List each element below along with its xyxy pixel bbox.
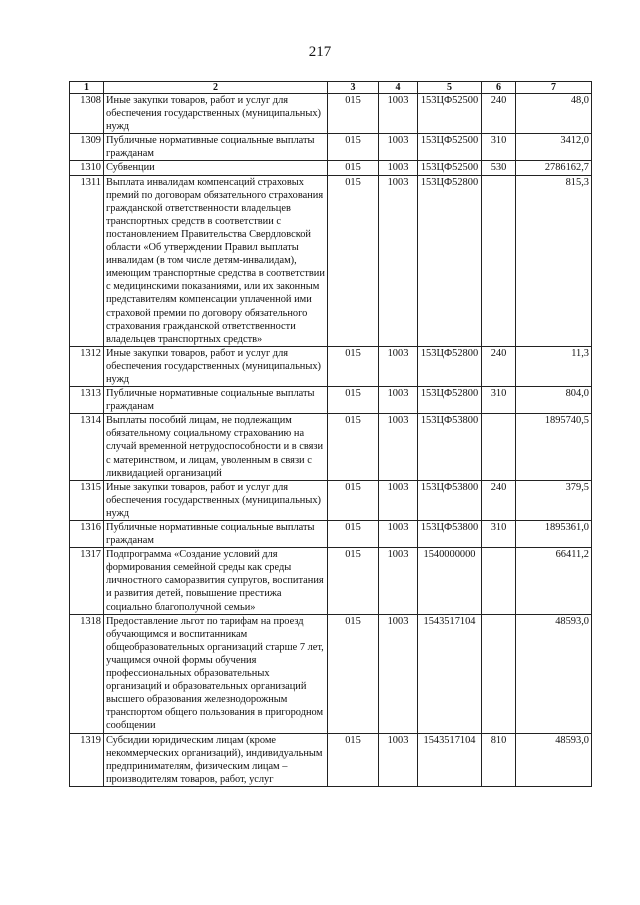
header-row (70, 82, 592, 94)
table-row (70, 548, 592, 614)
row-section-code: 1003 (379, 480, 418, 520)
row-section-code: 1003 (379, 414, 418, 480)
row-expense-type: 310 (482, 521, 516, 548)
row-name: Публичные нормативные социальные выплаты гражданам (104, 521, 328, 548)
row-expense-type: 240 (482, 94, 516, 134)
table-row (70, 480, 592, 520)
row-amount: 3412,0 (516, 134, 592, 161)
row-expense-type: 310 (482, 387, 516, 414)
row-expense-type: 240 (482, 346, 516, 386)
row-section-code: 1003 (379, 161, 418, 175)
row-ministry-code: 015 (328, 414, 379, 480)
row-number: 1315 (70, 480, 104, 520)
row-expense-type (482, 414, 516, 480)
row-section-code: 1003 (379, 387, 418, 414)
row-ministry-code: 015 (328, 161, 379, 175)
row-section-code: 1003 (379, 175, 418, 346)
table-row (70, 175, 592, 346)
row-name: Публичные нормативные социальные выплаты гражданам (104, 387, 328, 414)
row-target-code: 1543517104 (418, 733, 482, 786)
row-name: Иные закупки товаров, работ и услуг для обеспечения государственных (муниципальных) нужд (104, 94, 328, 134)
row-target-code: 153ЦФ53800 (418, 414, 482, 480)
row-ministry-code: 015 (328, 94, 379, 134)
row-number: 1308 (70, 94, 104, 134)
row-expense-type: 810 (482, 733, 516, 786)
row-number: 1316 (70, 521, 104, 548)
row-number: 1318 (70, 614, 104, 733)
row-ministry-code: 015 (328, 346, 379, 386)
row-section-code: 1003 (379, 548, 418, 614)
table-row (70, 521, 592, 548)
row-target-code: 153ЦФ52800 (418, 346, 482, 386)
row-amount: 48593,0 (516, 614, 592, 733)
row-section-code: 1003 (379, 94, 418, 134)
row-name: Выплаты пособий лицам, не подлежащим обязательному социальному страхованию на случай временной нетрудоспособности и в связи с материнством, и лицам, уволенным в связи с ликвидацией организаций (104, 414, 328, 480)
row-section-code: 1003 (379, 521, 418, 548)
row-name: Иные закупки товаров, работ и услуг для обеспечения государственных (муниципальных) нужд (104, 480, 328, 520)
row-ministry-code: 015 (328, 134, 379, 161)
row-amount: 11,3 (516, 346, 592, 386)
column-header: 5 (418, 82, 482, 94)
row-number: 1319 (70, 733, 104, 786)
row-amount: 804,0 (516, 387, 592, 414)
row-target-code: 153ЦФ53800 (418, 521, 482, 548)
row-number: 1314 (70, 414, 104, 480)
row-amount: 1895740,5 (516, 414, 592, 480)
table-row (70, 134, 592, 161)
row-expense-type: 240 (482, 480, 516, 520)
row-ministry-code: 015 (328, 387, 379, 414)
row-name: Субсидии юридическим лицам (кроме некоммерческих организаций), индивидуальным предпринимателям, физическим лицам – производителям товаров, работ, услуг (104, 733, 328, 786)
row-amount: 2786162,7 (516, 161, 592, 175)
row-ministry-code: 015 (328, 521, 379, 548)
column-header: 2 (104, 82, 328, 94)
table-row (70, 614, 592, 733)
row-name: Предоставление льгот по тарифам на проезд обучающимся и воспитанникам общеобразовательных организаций старше 7 лет, учащимся очной формы обучения профессиональных образовательных организаций и образовательных организаций высшего образования железнодорожным транспортом общего пользования в пригородном сообщении (104, 614, 328, 733)
row-amount: 379,5 (516, 480, 592, 520)
budget-table (69, 81, 592, 787)
table-row (70, 414, 592, 480)
row-section-code: 1003 (379, 614, 418, 733)
row-target-code: 153ЦФ52500 (418, 94, 482, 134)
row-number: 1311 (70, 175, 104, 346)
row-expense-type (482, 614, 516, 733)
table-row (70, 94, 592, 134)
row-number: 1309 (70, 134, 104, 161)
row-expense-type (482, 548, 516, 614)
row-number: 1317 (70, 548, 104, 614)
row-amount: 66411,2 (516, 548, 592, 614)
column-header: 1 (70, 82, 104, 94)
row-name: Выплата инвалидам компенсаций страховых премий по договорам обязательного страхования гражданской ответственности владельцев транспортных средств в соответствии с постановлением Правительства Свердловской области «Об утверждении Правил выплаты инвалидам (в том числе детям-инвалидам), имеющим транспортные средства в соответствии с медицинскими показаниями, или их законным представителям компенсации уплаченной ими страховой премии по договору обязательного страхования гражданской ответственности владельцев транспортных средств» (104, 175, 328, 346)
row-name: Публичные нормативные социальные выплаты гражданам (104, 134, 328, 161)
row-name: Иные закупки товаров, работ и услуг для обеспечения государственных (муниципальных) нужд (104, 346, 328, 386)
row-section-code: 1003 (379, 733, 418, 786)
row-amount: 48593,0 (516, 733, 592, 786)
row-ministry-code: 015 (328, 480, 379, 520)
row-ministry-code: 015 (328, 548, 379, 614)
table-row (70, 346, 592, 386)
table-row (70, 387, 592, 414)
page-number: 217 (308, 44, 332, 60)
table-row (70, 161, 592, 175)
row-name: Подпрограмма «Создание условий для формирования семейной среды как среды личностного саморазвития супругов, воспитания и развития детей, повышение престижа социально благополучной семьи» (104, 548, 328, 614)
row-section-code: 1003 (379, 134, 418, 161)
row-target-code: 1540000000 (418, 548, 482, 614)
row-expense-type: 530 (482, 161, 516, 175)
row-section-code: 1003 (379, 346, 418, 386)
row-amount: 48,0 (516, 94, 592, 134)
row-amount: 815,3 (516, 175, 592, 346)
row-number: 1312 (70, 346, 104, 386)
row-target-code: 153ЦФ52500 (418, 161, 482, 175)
row-target-code: 1543517104 (418, 614, 482, 733)
column-header: 6 (482, 82, 516, 94)
row-number: 1313 (70, 387, 104, 414)
row-expense-type (482, 175, 516, 346)
table-row (70, 733, 592, 786)
row-name: Субвенции (104, 161, 328, 175)
column-header: 3 (328, 82, 379, 94)
row-target-code: 153ЦФ52800 (418, 175, 482, 346)
column-header: 4 (379, 82, 418, 94)
row-number: 1310 (70, 161, 104, 175)
row-target-code: 153ЦФ52800 (418, 387, 482, 414)
row-ministry-code: 015 (328, 614, 379, 733)
row-target-code: 153ЦФ53800 (418, 480, 482, 520)
column-header: 7 (516, 82, 592, 94)
row-ministry-code: 015 (328, 175, 379, 346)
row-ministry-code: 015 (328, 733, 379, 786)
row-expense-type: 310 (482, 134, 516, 161)
row-target-code: 153ЦФ52500 (418, 134, 482, 161)
row-amount: 1895361,0 (516, 521, 592, 548)
